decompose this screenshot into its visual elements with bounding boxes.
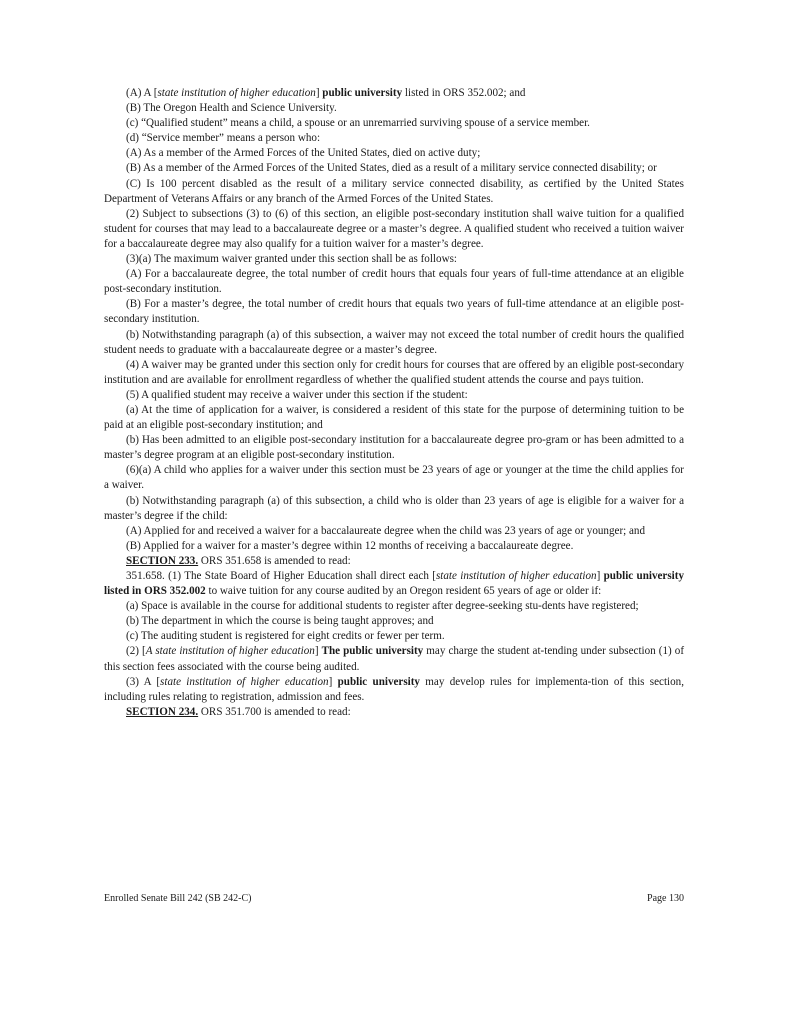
- page-number: Page 130: [647, 893, 684, 904]
- inserted-text: The public university: [321, 645, 424, 658]
- paragraph: (b) Has been admitted to an eligible post-secondary institution for a baccalaureate degree pro-gram or has been admitted to a master’s degree program at an eligible post-secondary institution.: [104, 434, 684, 462]
- paragraph: (d) “Service member” means a person who:: [126, 132, 321, 145]
- paragraph: (B) The Oregon Health and Science University.: [126, 102, 337, 115]
- deleted-text: state institution of higher education: [435, 570, 597, 582]
- paragraph: (b) Notwithstanding paragraph (a) of this subsection, a waiver may not exceed the total number of credit hours the qualified student needs to graduate with a baccalaureate degree or a master’s degree.: [104, 328, 684, 356]
- paragraph: (A) A [state institution of higher education] public university listed in ORS 352.002; and: [126, 87, 526, 99]
- paragraph: (b) The department in which the course is being taught approves; and: [126, 615, 434, 628]
- paragraph: (a) Space is available in the course for additional students to register after degree-seeking stu-dents have registered;: [126, 600, 639, 613]
- inserted-text: public university listed in ORS 352.002: [104, 570, 684, 598]
- bill-title: Enrolled Senate Bill 242 (SB 242-C): [104, 893, 252, 904]
- section-heading: SECTION 234. ORS 351.700 is amended to read:: [126, 705, 351, 718]
- deleted-text: A state institution of higher education: [145, 645, 315, 658]
- paragraph: (A) For a baccalaureate degree, the total number of credit hours that equals four years of full-time attendance at an eligible post-secondary institution.: [104, 268, 684, 296]
- paragraph: (5) A qualified student may receive a waiver under this section if the student:: [126, 388, 468, 401]
- section-heading: SECTION 233. ORS 351.658 is amended to read:: [126, 554, 351, 567]
- paragraph: (c) The auditing student is registered for eight credits or fewer per term.: [126, 630, 445, 643]
- paragraph: 351.658. (1) The State Board of Higher Education shall direct each [state institution of higher education] public university listed in ORS 352.002 to waive tuition for any course audited by an Oregon resident 65 years of age or older if:: [104, 570, 684, 598]
- paragraph: (B) Applied for a waiver for a master’s degree within 12 months of receiving a baccalaureate degree.: [126, 539, 574, 552]
- paragraph: (B) For a master’s degree, the total number of credit hours that equals two years of full-time attendance at an eligible post-secondary institution.: [104, 298, 684, 326]
- paragraph: (b) Notwithstanding paragraph (a) of this subsection, a child who is older than 23 years of age is eligible for a waiver for a master’s degree if the child:: [104, 494, 684, 522]
- page-footer: [104, 893, 684, 904]
- document-body: [104, 86, 684, 720]
- inserted-text: public university: [337, 675, 420, 688]
- paragraph: (2) Subject to subsections (3) to (6) of this section, an eligible post-secondary institution shall waive tuition for a qualified student for courses that may lead to a baccalaureate degree or a master’s degree. A qualified student who received a tuition waiver for a baccalaureate degree may also qualify for a tuition waiver for a master’s degree.: [104, 207, 684, 250]
- paragraph: (A) As a member of the Armed Forces of the United States, died on active duty;: [126, 147, 481, 160]
- deleted-text: state institution of higher education: [157, 87, 316, 99]
- section-number: SECTION 233.: [126, 554, 199, 567]
- paragraph: (A) Applied for and received a waiver for a baccalaureate degree when the child was 23 years of age or younger; and: [126, 524, 646, 537]
- deleted-text: state institution of higher education: [160, 675, 329, 688]
- paragraph: (6)(a) A child who applies for a waiver under this section must be 23 years of age or younger at the time the child applies for a waiver.: [104, 464, 684, 492]
- inserted-text: public university: [322, 87, 403, 99]
- paragraph: (B) As a member of the Armed Forces of the United States, died as a result of a military service connected disability; or: [126, 162, 657, 175]
- paragraph: (c) “Qualified student” means a child, a spouse or an unremarried surviving spouse of a service member.: [126, 117, 590, 130]
- section-number: SECTION 234.: [126, 705, 199, 718]
- paragraph: (4) A waiver may be granted under this section only for credit hours for courses that are offered by an eligible post-secondary institution and are available for enrollment regardless of whether the qualified student attends the course and pays tuition.: [104, 358, 684, 386]
- paragraph: (3)(a) The maximum waiver granted under this section shall be as follows:: [126, 253, 457, 266]
- paragraph: (3) A [state institution of higher education] public university may develop rules for implementa-tion of this section, including rules relating to registration, admission and fees.: [104, 675, 684, 703]
- paragraph: (a) At the time of application for a waiver, is considered a resident of this state for the purpose of determining tuition to be paid at an eligible post-secondary institution; and: [104, 403, 684, 432]
- paragraph: (C) Is 100 percent disabled as the result of a military service connected disability, as certified by the United States Department of Veterans Affairs or any branch of the Armed Forces of the United States.: [104, 177, 684, 205]
- paragraph: (2) [A state institution of higher education] The public university may charge the student at-tending under subsection (1) of this section fees associated with the course being audited.: [104, 645, 685, 673]
